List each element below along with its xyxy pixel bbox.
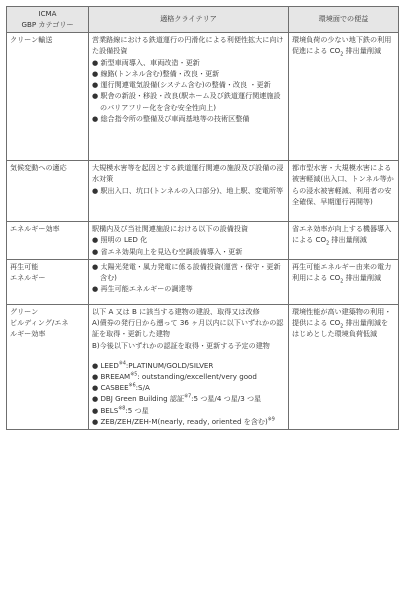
category-label: エネルギー効率 xyxy=(10,224,60,234)
criteria-bullet: ● 照明の LED 化 xyxy=(92,235,148,245)
footnote-ref: ※5 xyxy=(130,372,138,378)
header-criteria: 適格クライテリア xyxy=(89,7,289,33)
criteria-option-a: A)債券の発行日から遡って 36 ヶ月以内に以下いずれかの認証を取得・更新した建物 xyxy=(92,318,284,339)
criteria-bullet: ● 省エネ効果向上を見込む空調設備導入・更新 xyxy=(92,246,243,256)
certification-item: ● BREEAM$^{※5}$: outstanding/excellent/very good xyxy=(92,371,257,381)
table-row xyxy=(7,259,399,304)
criteria-bullet: ● 新型車両導入、車両改造・更新 xyxy=(92,57,200,67)
benefit-cell: 省エネ効率が向上する機器導入による $CO_2$ 排出量削減 xyxy=(289,222,399,260)
category-label: エネルギー xyxy=(10,273,46,283)
benefit-cell: 都市型水害・大規模水害による被害軽減(出入口、トンネル等からの浸水被害軽減、利用者の安全確保、早期運行再開等) xyxy=(289,161,399,222)
category-cell xyxy=(7,33,89,161)
criteria-intro: 駅構内及び当社関連施設における以下の設備投資 xyxy=(92,224,249,234)
criteria-bullet: ● 線路(トンネル含む)整備・改良・更新 xyxy=(92,68,220,78)
benefit-cell: 環境負荷の少ない地下鉄の利用促進による $CO_2$ 排出量削減 xyxy=(289,33,399,161)
footnote-ref: ※8 xyxy=(118,406,126,412)
table-row xyxy=(7,222,399,260)
certification-item: ● CASBEE$^{※6}$:S/A xyxy=(92,383,150,393)
certification-item: ● DBJ Green Building 認証$^{※7}$:5 つ星/4 つ星/3 つ星 xyxy=(92,394,262,404)
criteria-cell xyxy=(89,33,289,161)
benefit-cell: 環境性能が高い建築物の利用・提供による $CO_2$ 排出量削減をはじめとした環境負荷低減 xyxy=(289,304,399,429)
criteria-bullet: ● 再生可能エネルギーの調達等 xyxy=(92,284,193,294)
table-header-row xyxy=(7,7,399,33)
header-benefit: 環境面での便益 xyxy=(289,7,399,33)
footnote-ref: ※4 xyxy=(118,361,126,367)
category-label: クリーン輸送 xyxy=(10,35,53,45)
criteria-intro: 営業路線における鉄道運行の円滑化による利便性拡大に向けた設備投資 xyxy=(92,35,284,56)
table-body xyxy=(7,33,399,430)
certification-item: ● ZEB/ZEH/ZEH-M(nearly, ready, oriented を含む)$^{※9}$ xyxy=(92,416,275,426)
benefit-cell: 再生可能エネルギー由来の電力利用による $CO_2$ 排出量削減 xyxy=(289,259,399,304)
category-label: 再生可能 xyxy=(10,261,39,271)
criteria-bullet: ● 太陽光発電・風力発電に係る設備投資(運営・保守・更新含む) xyxy=(92,261,281,283)
category-label: 気候変動への適応 xyxy=(10,163,67,173)
header-category-line2: GBP カテゴリー xyxy=(21,19,74,29)
footnote-ref: ※7 xyxy=(184,394,192,400)
certification-item: ● BELS$^{※8}$:5 つ星 xyxy=(92,405,149,415)
subscript: 2 xyxy=(326,241,330,247)
criteria-bullet: ● 運行関連電気設備(システム含む)の整備・改良 ・更新 xyxy=(92,80,271,90)
category-cell xyxy=(7,259,89,304)
table-row xyxy=(7,304,399,429)
table-row xyxy=(7,33,399,161)
certification-item: ● LEED$^{※4}$:PLATINUM/GOLD/SILVER xyxy=(92,360,214,370)
category-cell xyxy=(7,161,89,222)
header-category xyxy=(7,7,89,33)
header-category-line1: ICMA xyxy=(38,9,57,18)
footnote-ref: ※6 xyxy=(128,383,136,389)
category-cell xyxy=(7,222,89,260)
footnote-ref: ※9 xyxy=(267,417,275,423)
criteria-bullet: ● 駅出入口、坑口(トンネルの入口部分)、地上駅、変電所等 xyxy=(92,185,284,195)
category-label: ルギー効率 xyxy=(10,329,46,339)
criteria-option-b: B)今後以下いずれかの認証を取得・更新する予定の建物 xyxy=(92,340,270,350)
criteria-bullet: ● 駅舎の新設・移設・改良(駅ホーム及び鉄道運行関連施設のバリアフリー化を含む安全性向上) xyxy=(92,91,281,112)
category-cell xyxy=(7,304,89,429)
criteria-cell xyxy=(89,161,289,222)
spacer xyxy=(92,351,285,360)
subscript: 2 xyxy=(340,324,344,330)
criteria-cell xyxy=(89,304,289,429)
criteria-intro: 大規模水害等を起因とする鉄道運行関連の施設及び設備の浸水対策 xyxy=(92,163,284,184)
criteria-bullet: ● 総合指令所の整備及び車両基地等の技術区整備 xyxy=(92,113,250,123)
criteria-cell xyxy=(89,222,289,260)
table-row xyxy=(7,161,399,222)
criteria-intro: 以下 A 又は B に該当する建物の建設、取得又は改修 xyxy=(92,306,260,316)
category-label: グリーン xyxy=(10,306,39,316)
criteria-cell xyxy=(89,259,289,304)
subscript: 2 xyxy=(340,52,344,58)
subscript: 2 xyxy=(340,279,344,285)
eligibility-criteria-table xyxy=(6,6,399,430)
category-label: ビルディング/エネ xyxy=(10,318,69,328)
